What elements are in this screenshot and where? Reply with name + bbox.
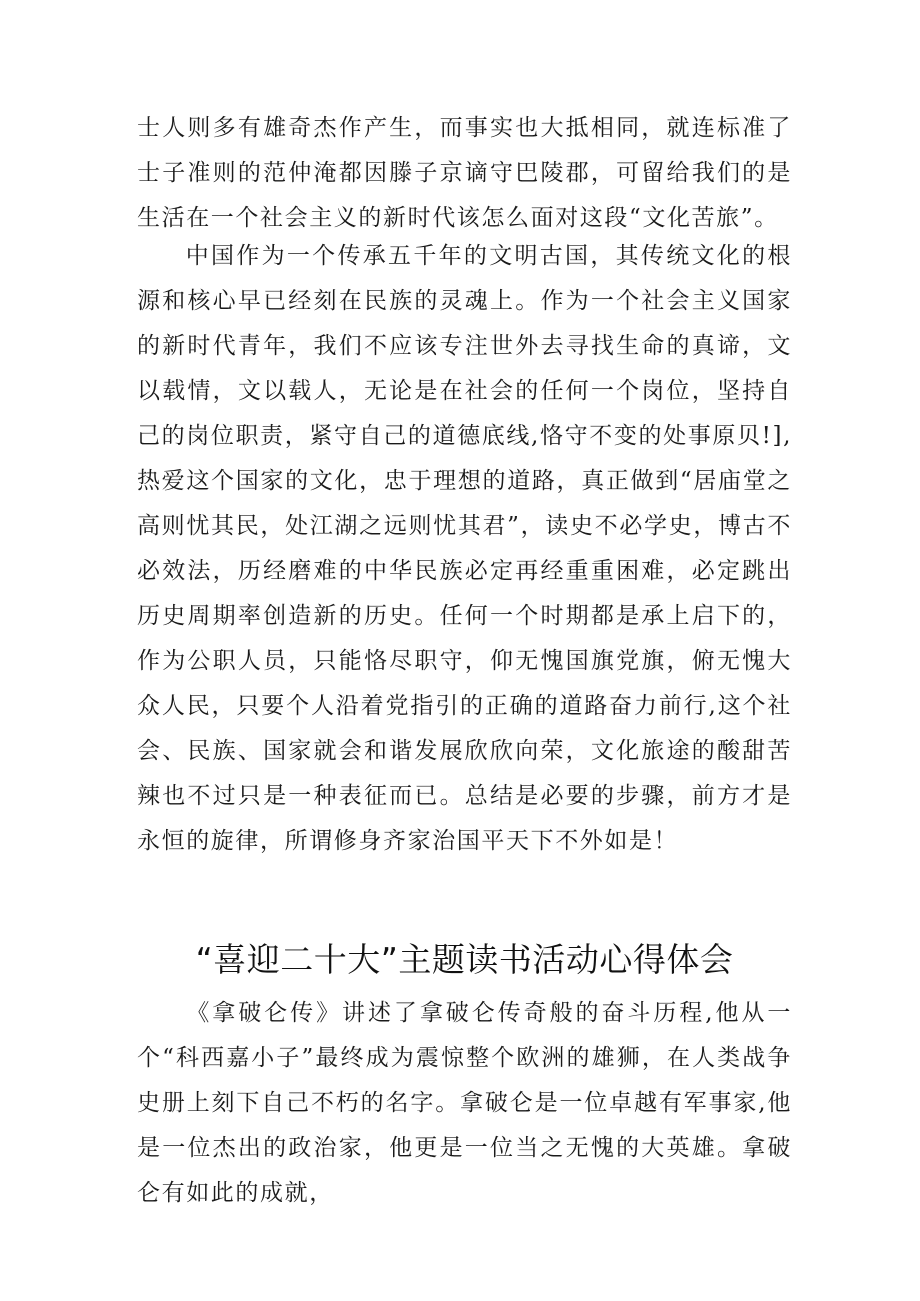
paragraph-continued (137, 106, 792, 241)
section-title: “喜迎二十大”主题读书活动心得体会 (195, 940, 734, 979)
paragraph-napoleon (137, 991, 792, 1216)
paragraph-text: 中国作为一个传承五千年的文明古国，其传统文化的根源和核心早已经刻在民族的灵魂上。作为一个社会主义国家的新时代青年，我们不应该专注世外去寻找生命的真谛，文以载情，文以载人，无论是在社会的任何一个岗位，坚持自己的岗位职责，紧守自己的道德底线,恪守不变的处事原贝!],热爱这个国家的文化，忠于理想的道路，真正做到“居庙堂之高则忧其民，处江湖之远则忧其君”，读史不必学史，博古不必效法，历经磨难的中华民族必定再经重重困难，必定跳出历史周期率创造新的历史。任何一个时期都是承上启下的，作为公职人员，只能恪尽职守，仰无愧国旗党旗，俯无愧大众人民，只要个人沿着党指引的正确的道路奋力前行,这个社会、民族、国家就会和谐发展欣欣向荣，文化旅途的酸甜苦辣也不过只是一种表征而已。总结是必要的步骤，前方才是永恒的旋律，所谓修身齐家治国平天下不外如是！ (137, 243, 792, 854)
paragraph-chinese-culture (137, 234, 792, 864)
paragraph-text: 《拿破仑传》讲述了拿破仑传奇般的奋斗历程,他从一个“科西嘉小子”最终成为震惊整个欧洲的雄狮，在人类战争史册上刻下自己不朽的名字。拿破仑是一位卓越有军事家,他是一位杰出的政治家，他更是一位当之无愧的大英雄。拿破仑有如此的成就， (137, 1000, 792, 1206)
paragraph-text: 士人则多有雄奇杰作产生，而事实也大抵相同，就连标准了士子准则的范仲淹都因滕子京谪守巴陵郡，可留给我们的是生活在一个社会主义的新时代该怎么面对这段“文化苦旅”。 (137, 115, 792, 231)
